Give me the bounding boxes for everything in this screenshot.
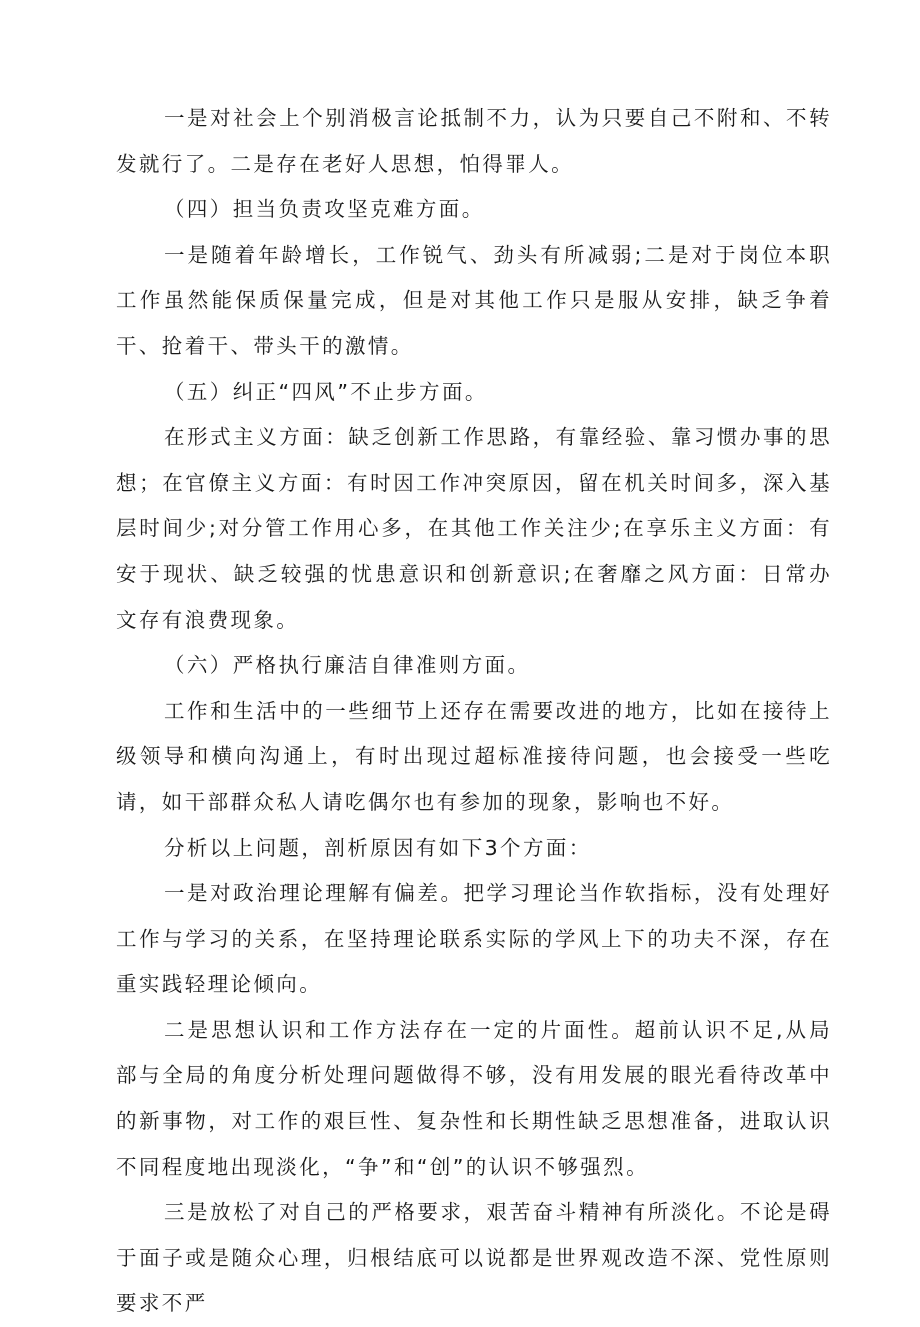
paragraph-reason-2: 二是思想认识和工作方法存在一定的片面性。超前认识不足,从局部与全局的角度分析处理问题做得不够，没有用发展的眼光看待改革中的新事物，对工作的艰巨性、复杂性和长期性缺乏思想准备，进取认识不同程度地出现淡化，“争”和“创”的认识不够强烈。: [116, 1017, 832, 1179]
paragraph-four-winds: 在形式主义方面：缺乏创新工作思路，有靠经验、靠习惯办事的思想；在官僚主义方面：有时因工作冲突原因，留在机关时间多，深入基层时间少;对分管工作用心多，在其他工作关注少;在享乐主义方面：有安于现状、缺乏较强的忧患意识和创新意识;在奢靡之风方面：日常办文存有浪费现象。: [116, 425, 832, 632]
document-body: [116, 96, 832, 1327]
paragraph-analysis-intro: 分析以上问题，剖析原因有如下3个方面：: [164, 835, 592, 860]
paragraph-opposition-to-negative-speech: 一是对社会上个别消极言论抵制不力，认为只要自己不附和、不转发就行了。二是存在老好人思想，怕得罪人。: [116, 106, 832, 176]
paragraph-responsibility: 一是随着年龄增长，工作锐气、劲头有所减弱;二是对于岗位本职工作虽然能保质保量完成，但是对其他工作只是服从安排，缺乏争着干、抢着干、带头干的激情。: [116, 242, 832, 358]
section-heading-5: （五）纠正“四风”不止步方面。: [164, 379, 488, 404]
paragraph-reason-1: 一是对政治理论理解有偏差。把学习理论当作软指标，没有处理好工作与学习的关系，在坚持理论联系实际的学风上下的功夫不深，存在重实践轻理论倾向。: [116, 881, 832, 997]
section-heading-6: （六）严格执行廉洁自律准则方面。: [164, 653, 531, 678]
paragraph-reason-3: 三是放松了对自己的严格要求，艰苦奋斗精神有所淡化。不论是碍于面子或是随众心理，归根结底可以说都是世界观改造不深、党性原则要求不严: [116, 1200, 832, 1316]
section-heading-4: （四）担当负责攻坚克难方面。: [164, 197, 485, 222]
paragraph-integrity: 工作和生活中的一些细节上还存在需要改进的地方，比如在接待上级领导和横向沟通上，有时出现过超标准接待问题，也会接受一些吃请，如干部群众私人请吃偶尔也有参加的现象，影响也不好。: [116, 698, 832, 814]
